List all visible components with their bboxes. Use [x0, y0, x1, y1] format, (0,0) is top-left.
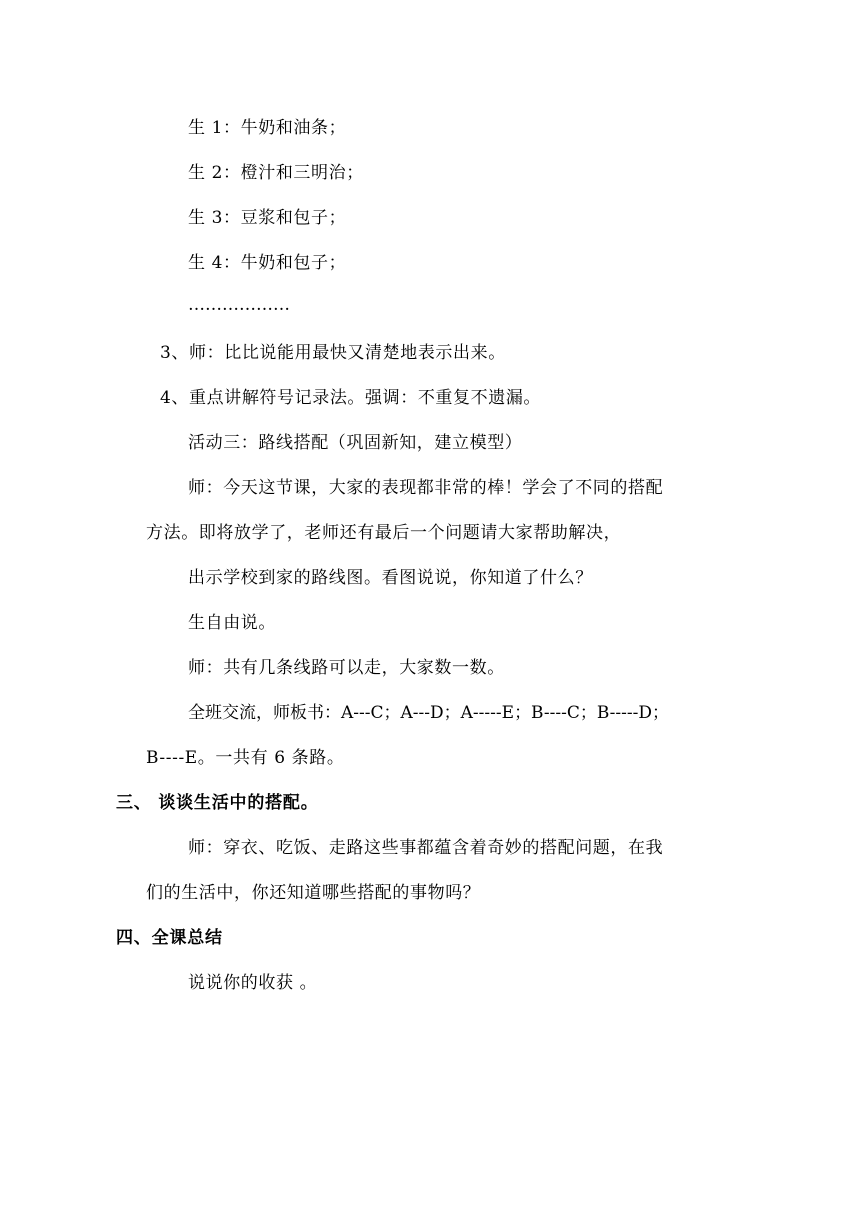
student-answer-3: 生 3：豆浆和包子； — [188, 208, 347, 228]
ellipsis-line: ……………… — [188, 295, 290, 315]
step-3-paragraph: 3、师：比比说能用最快又清楚地表示出来。 — [160, 343, 506, 363]
board-notes-line-1: 全班交流，师板书：A---C；A---D；A-----E；B----C；B-----D； — [188, 703, 670, 723]
student-answer-1: 生 1：牛奶和油条； — [188, 118, 347, 138]
section-3-heading: 三、 谈谈生活中的搭配。 — [116, 793, 319, 813]
teacher-paragraph-line-1: 师：今天这节课，大家的表现都非常的棒！学会了不同的搭配 — [188, 478, 664, 498]
section-4-heading: 四、全课总结 — [116, 928, 223, 948]
route-map-paragraph: 出示学校到家的路线图。看图说说，你知道了什么？ — [188, 568, 593, 588]
life-paragraph-line-1: 师：穿衣、吃饭、走路这些事都蕴含着奇妙的搭配问题，在我 — [188, 838, 664, 858]
summary-paragraph: 说说你的收获 。 — [188, 973, 318, 993]
activity-3-title: 活动三：路线搭配（巩固新知，建立模型） — [188, 433, 523, 453]
life-paragraph-line-2: 们的生活中，你还知道哪些搭配的事物吗？ — [146, 883, 481, 903]
student-answer-4: 生 4：牛奶和包子； — [188, 253, 347, 273]
count-routes-paragraph: 师：共有几条线路可以走，大家数一数。 — [188, 658, 505, 678]
student-answer-2: 生 2：橙汁和三明治； — [188, 163, 364, 183]
student-free-talk: 生自由说。 — [188, 613, 276, 633]
step-4-paragraph: 4、重点讲解符号记录法。强调：不重复不遗漏。 — [160, 388, 542, 408]
teacher-paragraph-line-2: 方法。即将放学了，老师还有最后一个问题请大家帮助解决， — [146, 523, 622, 543]
board-notes-line-2: B----E。一共有 6 条路。 — [146, 748, 345, 768]
